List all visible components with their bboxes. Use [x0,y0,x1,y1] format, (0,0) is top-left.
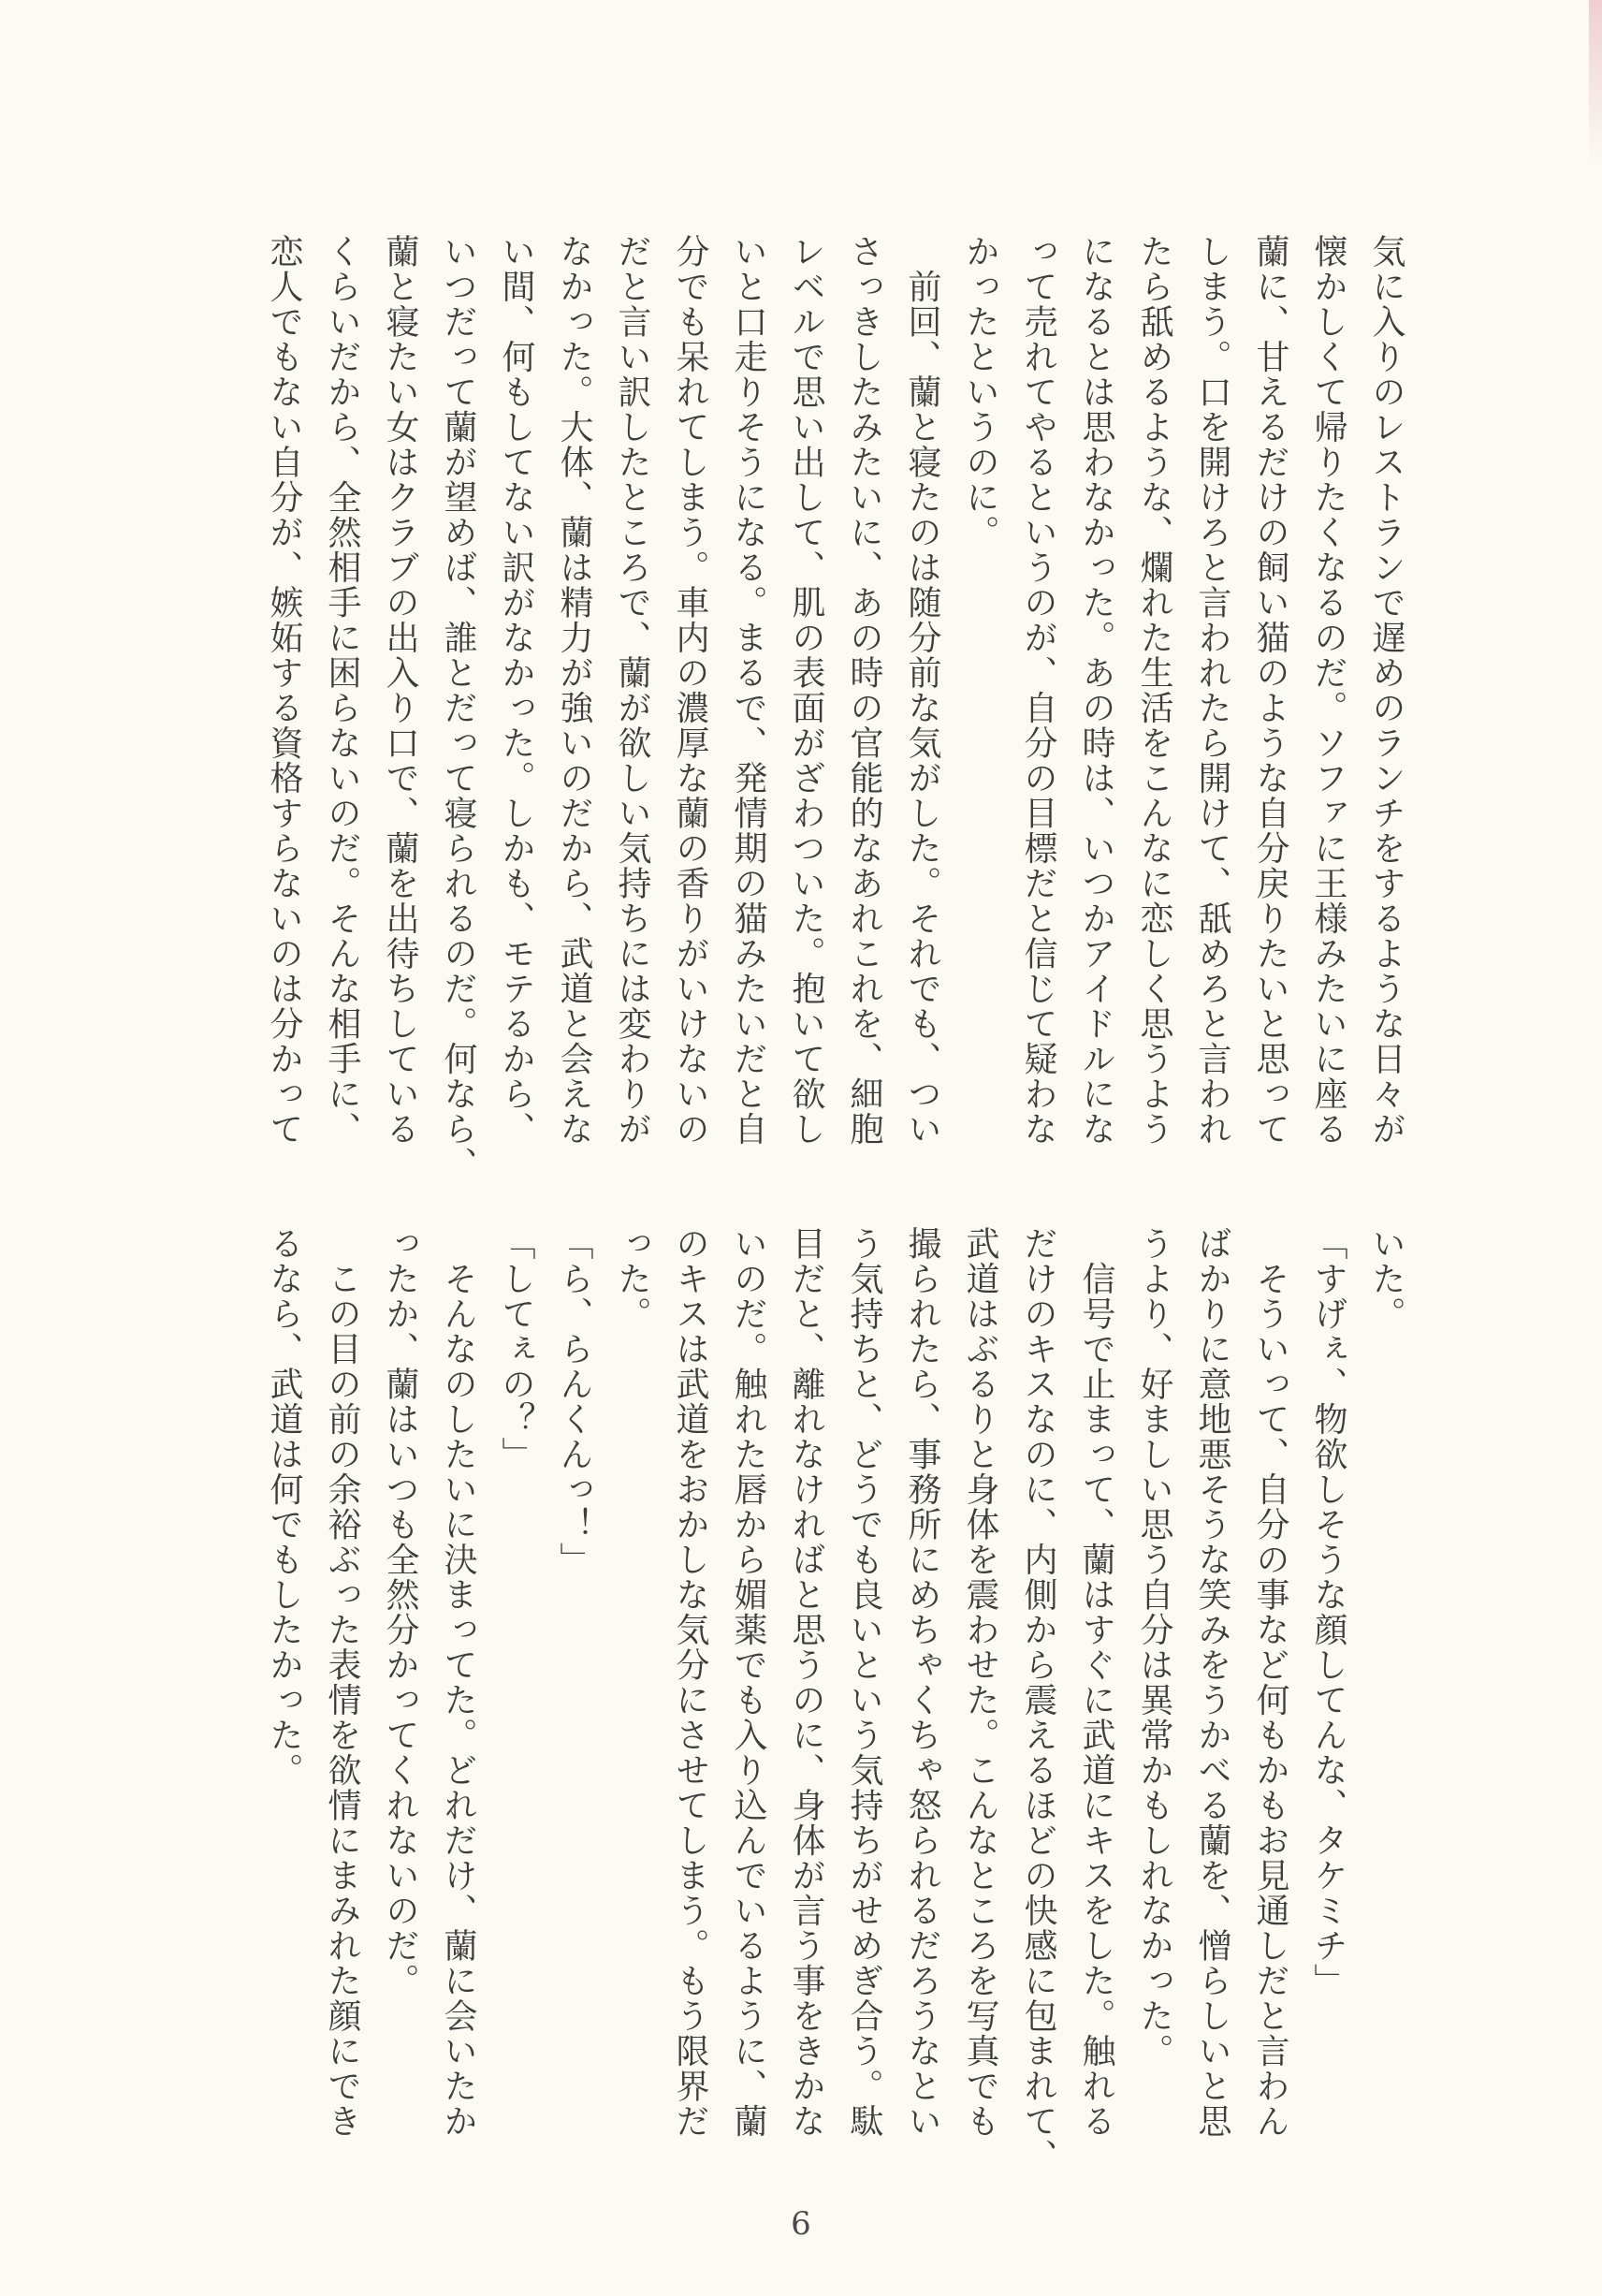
upper-text-line: だと言い訳したところで、蘭が欲しい気持ちには変わりが [613,234,651,1147]
upper-text-line: 分でも呆れてしまう。車内の濃厚な蘭の香りがいけないの [671,234,709,1147]
lower-text-line: そんなのしたいに決まってた。どれだけ、蘭に会いたか [439,1226,477,2139]
upper-text-line: って売れてやるというのが、自分の目標だと信じて疑わな [1019,234,1057,1147]
lower-text-line: そういって、自分の事など何もかもお見通しだと言わん [1251,1226,1289,2139]
upper-text-block [255,234,1415,1182]
upper-text-line: レベルで思い出して、肌の表面がざわついた。抱いて欲し [787,234,825,1147]
lower-text-line: 信号で止まって、蘭はすぐに武道にキスをした。触れる [1077,1226,1115,2139]
lower-text-line: 「すげぇ、物欲しそうな顔してんな、タケミチ」 [1309,1226,1347,1998]
upper-text-line: 蘭に、甘えるだけの飼い猫のような自分戻りたいと思って [1251,234,1289,1147]
upper-text-line: 恋人でもない自分が、嫉妬する資格すらないのは分かって [265,234,303,1147]
upper-text-line: になるとは思わなかった。あの時は、いつかアイドルにな [1077,234,1115,1147]
lower-text-line: のキスは武道をおかしな気分にさせてしまう。もう限界だ [671,1226,709,2139]
lower-text-line: った。 [613,1226,651,1332]
lower-text-line: ばかりに意地悪そうな笑みをうかべる蘭を、憎らしいと思 [1193,1226,1231,2139]
upper-text-line: しまう。口を開けろと言われたら開けて、舐めろと言われ [1193,234,1231,1147]
upper-text-line: なかった。大体、蘭は精力が強いのだから、武道と会えな [555,234,593,1147]
upper-text-line: い間、何もしてない訳がなかった。しかも、モテるから、 [497,234,535,1147]
page-edge-tint [1589,0,1602,168]
upper-text-line: かったというのに。 [961,234,999,550]
lower-text-line: るなら、武道は何でもしたかった。 [265,1226,303,1788]
lower-text-block [255,1226,1415,2174]
lower-text-line: 目だと、離れなければと思うのに、身体が言う事をきかな [787,1226,825,2139]
lower-text-line: この目の前の余裕ぶった表情を欲情にまみれた顔にでき [323,1226,361,2139]
upper-text-line: くらいだから、全然相手に困らないのだ。そんな相手に、 [323,234,361,1147]
lower-text-line: いた。 [1367,1226,1405,1332]
lower-text-line: いのだ。触れた唇から媚薬でも入り込んでいるように、蘭 [729,1226,767,2139]
upper-text-line: 蘭と寝たい女はクラブの出入り口で、蘭を出待ちしている [381,234,419,1147]
lower-text-line: うより、好ましい思う自分は異常かもしれなかった。 [1135,1226,1173,2069]
upper-text-line: たら舐めるような、爛れた生活をこんなに恋しく思うよう [1135,234,1173,1147]
upper-text-line: 前回、蘭と寝たのは随分前な気がした。それでも、つい [903,234,941,1147]
upper-text-line: いつだって蘭が望めば、誰とだって寝られるのだ。何なら、 [439,234,477,1182]
upper-text-line: さっきしたみたいに、あの時の官能的なあれこれを、細胞 [845,234,883,1147]
lower-text-line: 「してぇの？」 [497,1226,535,1472]
lower-text-line: だけのキスなのに、内側から震えるほどの快感に包まれて、 [1019,1226,1057,2174]
lower-text-line: ったか、蘭はいつも全然分かってくれないのだ。 [381,1226,419,1998]
page-number: 6 [791,2205,811,2243]
lower-text-line: う気持ちと、どうでも良いという気持ちがせめぎ合う。駄 [845,1226,883,2139]
upper-text-line: 懐かしくて帰りたくなるのだ。ソファに王様みたいに座る [1309,234,1347,1147]
lower-text-line: 撮られたら、事務所にめちゃくちゃ怒られるだろうなとい [903,1226,941,2139]
upper-text-line: 気に入りのレストランで遅めのランチをするような日々が [1367,234,1405,1147]
upper-text-line: いと口走りそうになる。まるで、発情期の猫みたいだと自 [729,234,767,1147]
lower-text-line: 「ら、らんくんっ！」 [555,1226,593,1577]
lower-text-line: 武道はぶるりと身体を震わせた。こんなところを写真でも [961,1226,999,2139]
